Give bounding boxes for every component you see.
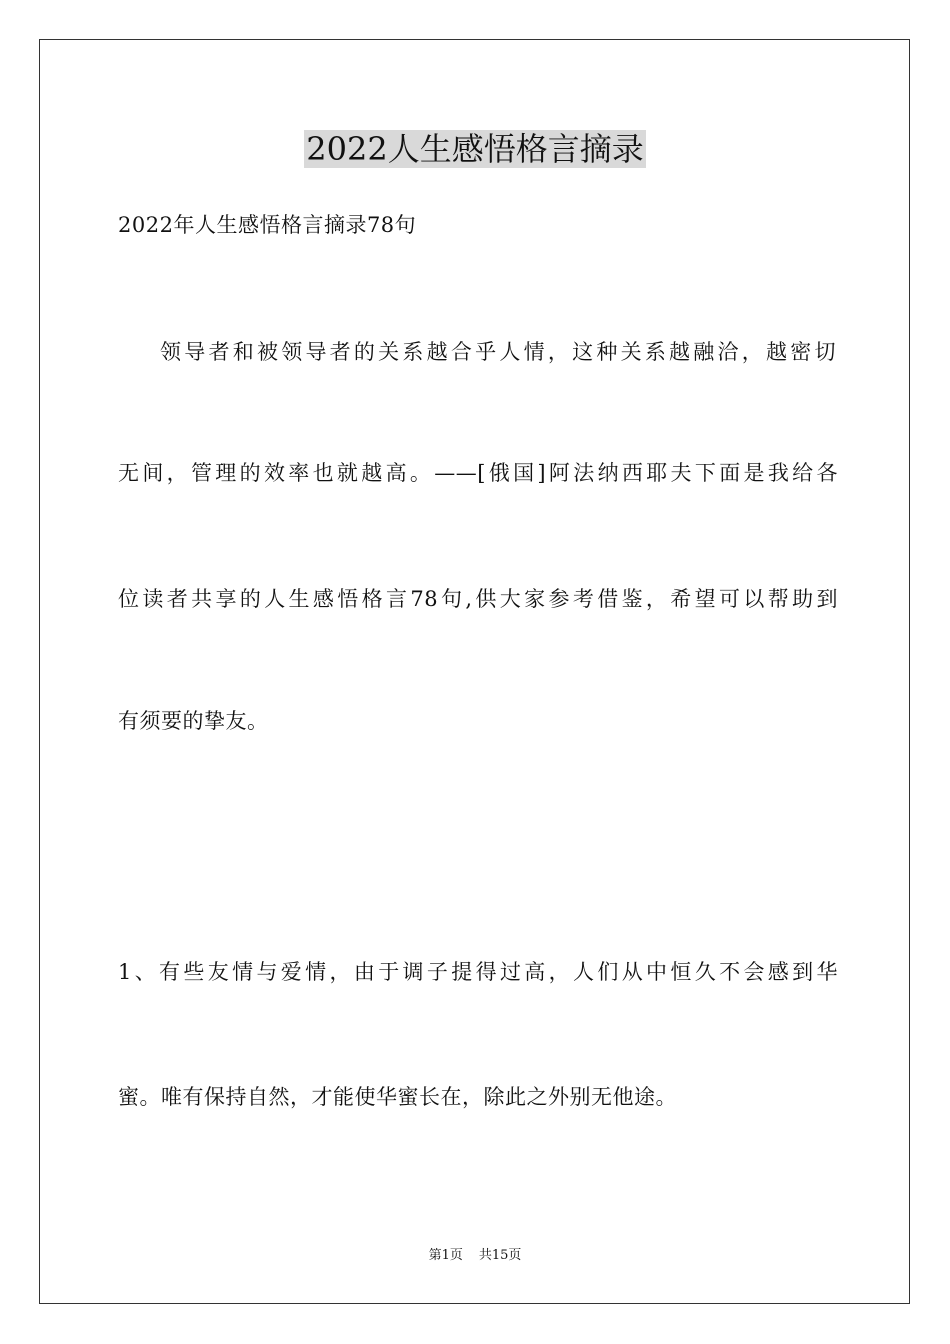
- paragraph-line: 位读者共享的人生感悟格言78句,供大家参考借鉴，希望可以帮助到: [118, 587, 838, 611]
- document-title: [0, 128, 950, 170]
- page-number: 第1页: [428, 1248, 463, 1263]
- page-footer: [0, 1247, 950, 1265]
- page-total: 共15页: [478, 1248, 522, 1263]
- document-subtitle: 2022年人生感悟格言摘录78句: [118, 213, 417, 237]
- list-item-line: 蜜。唯有保持自然，才能使华蜜长在，除此之外别无他途。: [118, 1085, 677, 1109]
- list-item-line: 1、有些友情与爱情，由于调子提得过高，人们从中恒久不会感到华: [118, 960, 838, 984]
- document-title-text: 2022人生感悟格言摘录: [306, 130, 644, 168]
- paragraph-line: 有须要的挚友。: [118, 709, 269, 733]
- paragraph-line: 无间，管理的效率也就越高。——[俄国]阿法纳西耶夫下面是我给各: [118, 461, 838, 485]
- paragraph-line: 领导者和被领导者的关系越合乎人情，这种关系越融洽，越密切: [160, 340, 836, 364]
